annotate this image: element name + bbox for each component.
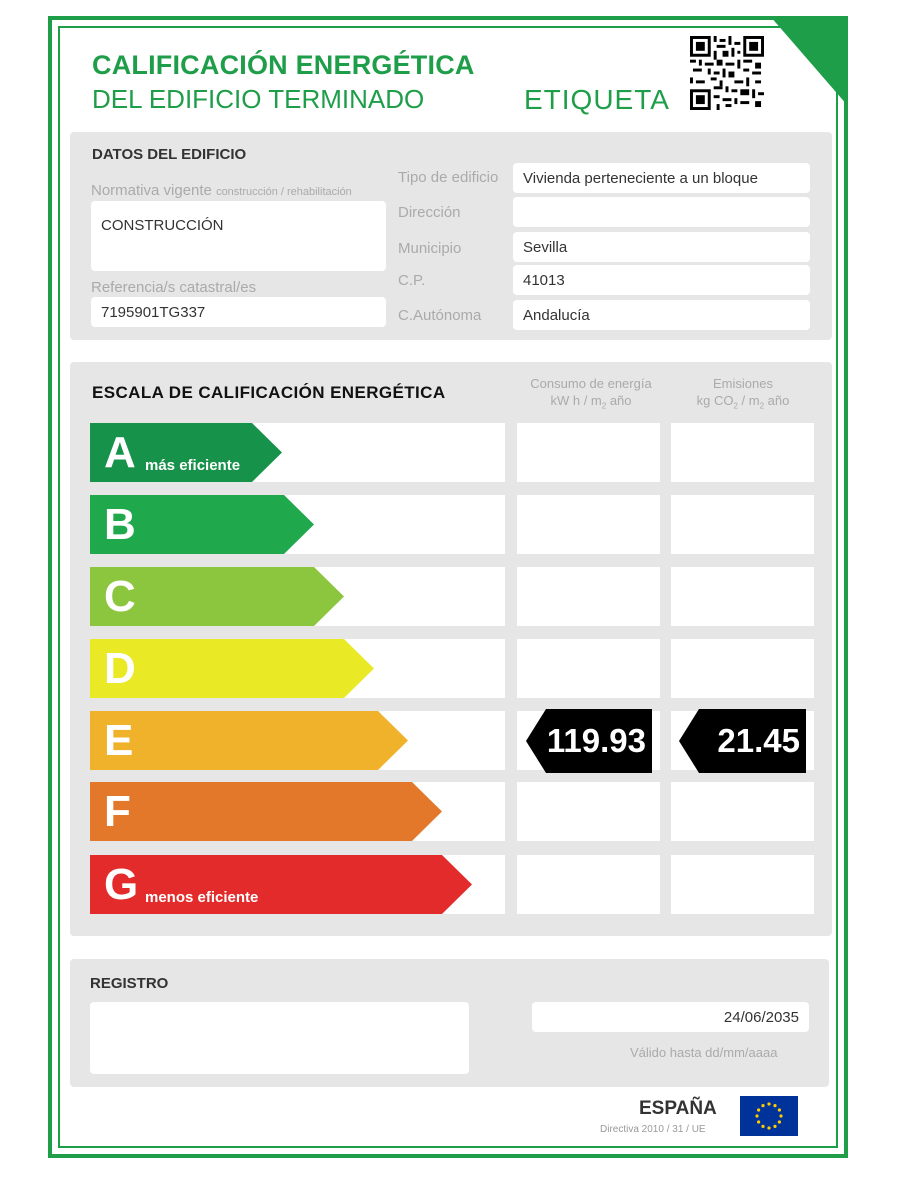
- country-label: ESPAÑA: [639, 1098, 717, 1119]
- emisiones-cell: [671, 855, 814, 914]
- consumo-header-line1: Consumo de energía: [530, 376, 652, 391]
- cp-field: 41013: [513, 265, 810, 295]
- eu-star: [761, 1125, 764, 1128]
- normativa-field: CONSTRUCCIÓN: [91, 201, 386, 271]
- direccion-field: [513, 197, 810, 227]
- tipo-label: Tipo de edificio: [398, 169, 499, 186]
- rating-letter: B: [104, 500, 136, 549]
- emisiones-cell: [671, 639, 814, 698]
- consumo-cell: [517, 782, 660, 841]
- emisiones-cell: [671, 782, 814, 841]
- rating-letter: E: [104, 716, 134, 765]
- emisiones-cell: [671, 567, 814, 626]
- referencia-field: 7195901TG337: [91, 297, 386, 327]
- emisiones-cell: [671, 423, 814, 482]
- valid-date-label: Válido hasta dd/mm/aaaa: [630, 1045, 778, 1060]
- consumo-cell: [517, 495, 660, 554]
- eu-star: [761, 1104, 764, 1107]
- corner-triangle: [770, 16, 848, 106]
- consumo-value: 119.93: [546, 722, 646, 759]
- autonoma-field: Andalucía: [513, 300, 810, 330]
- rating-letter: D: [104, 644, 136, 693]
- eu-star: [773, 1104, 776, 1107]
- rating-letter: C: [104, 572, 136, 621]
- referencia-label: Referencia/s catastral/es: [91, 279, 257, 296]
- tipo-field: Vivienda perteneciente a un bloque: [513, 163, 810, 193]
- title-line-2: DEL EDIFICIO TERMINADO: [92, 84, 425, 114]
- consumo-header: [515, 375, 667, 415]
- eu-star: [778, 1108, 781, 1111]
- normativa-sublabel: construcción / rehabilitación: [216, 186, 352, 198]
- eu-star: [779, 1114, 782, 1117]
- consumo-cell: [517, 567, 660, 626]
- direccion-label: Dirección: [398, 204, 461, 221]
- scale-section-title: ESCALA DE CALIFICACIÓN ENERGÉTICA: [92, 383, 446, 402]
- rating-note: menos eficiente: [145, 889, 259, 906]
- emisiones-header: [668, 375, 818, 415]
- consumo-header-line2: kW h / $m_2$ año: [550, 393, 632, 411]
- registro-field: [90, 1002, 469, 1074]
- qr-code-icon: [690, 36, 764, 110]
- eu-star: [767, 1102, 770, 1105]
- directive-label: Directiva 2010 / 31 / UE: [600, 1124, 706, 1135]
- rating-arrow-e: [90, 711, 408, 770]
- rating-letter: G: [104, 860, 139, 909]
- valid-date-field: 24/06/2035: [532, 1002, 809, 1032]
- emisiones-value: 21.45: [717, 722, 800, 759]
- title-line-1: CALIFICACIÓN ENERGÉTICA: [92, 50, 475, 80]
- municipio-field: Sevilla: [513, 232, 810, 262]
- eu-star: [757, 1108, 760, 1111]
- eu-star: [757, 1120, 760, 1123]
- eu-star: [773, 1125, 776, 1128]
- eu-flag-icon: [740, 1096, 798, 1136]
- normativa-label: [91, 182, 352, 199]
- normativa-label-text: Normativa vigente: [91, 182, 212, 199]
- rating-letter: A: [104, 428, 136, 477]
- rating-note: más eficiente: [145, 457, 241, 474]
- emisiones-header-line2: kg $CO_2 / m_2$ año: [696, 393, 790, 411]
- label-type: ETIQUETA: [524, 84, 670, 115]
- eu-star: [755, 1114, 758, 1117]
- eu-star: [778, 1120, 781, 1123]
- cp-label: C.P.: [398, 272, 426, 289]
- emisiones-header-line1: Emisiones: [713, 376, 773, 391]
- autonoma-label: C.Autónoma: [398, 307, 482, 324]
- registro-section-title: REGISTRO: [90, 975, 169, 992]
- eu-star: [767, 1126, 770, 1129]
- consumo-cell: [517, 423, 660, 482]
- consumo-cell: [517, 639, 660, 698]
- municipio-label: Municipio: [398, 240, 462, 257]
- building-section-title: DATOS DEL EDIFICIO: [92, 146, 247, 163]
- rating-letter: F: [104, 787, 131, 836]
- consumo-cell: [517, 855, 660, 914]
- rating-arrow-f: [90, 782, 442, 841]
- emisiones-cell: [671, 495, 814, 554]
